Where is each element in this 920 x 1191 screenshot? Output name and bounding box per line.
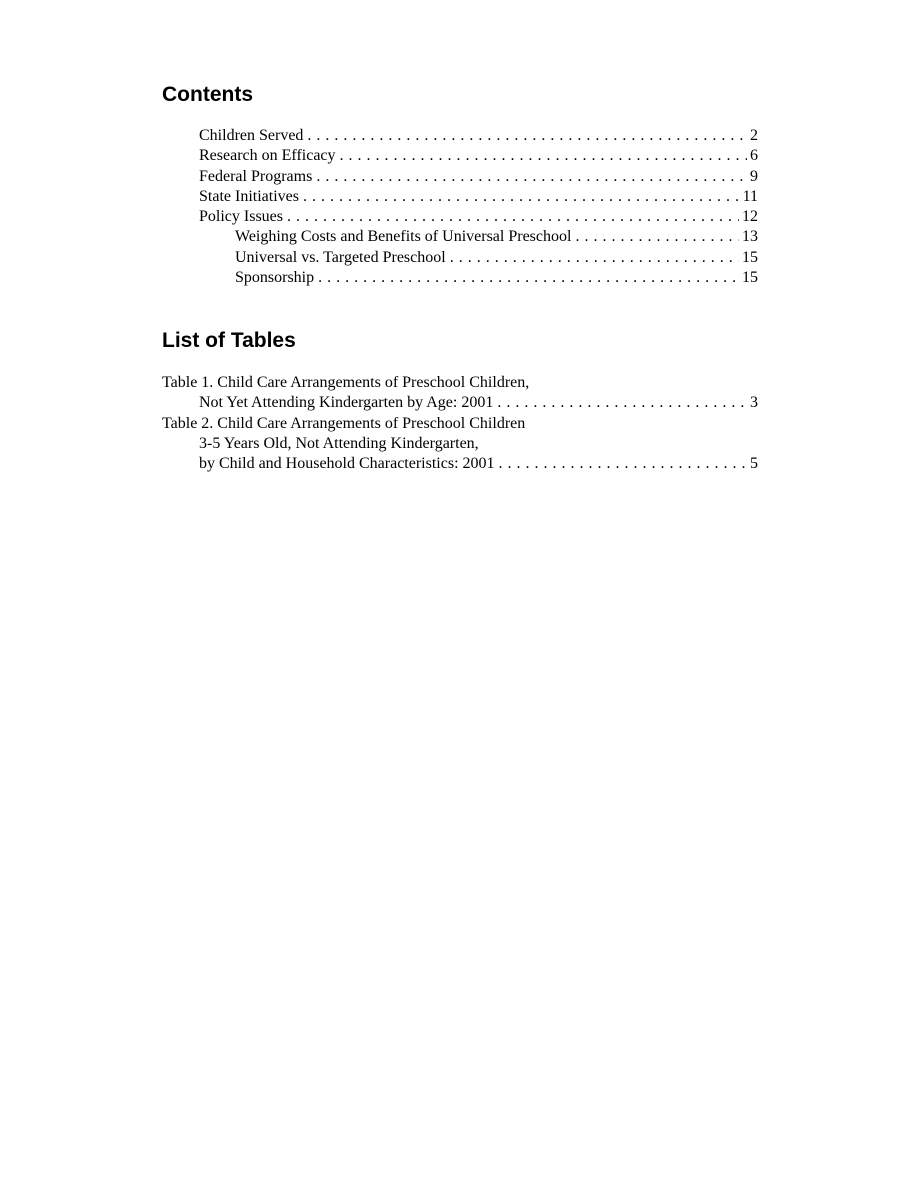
contents-list [0,126,758,288]
toc-entry-title: Policy Issues [199,208,283,226]
toc-entry-title: Sponsorship [235,269,315,287]
table-entry-title-line: by Child and Household Characteristics: 2001 [199,455,495,473]
dot-leader [307,126,747,146]
dot-leader [287,207,739,227]
toc-entry-title: State Initiatives [199,187,299,205]
table-entry-page: 3 [750,394,758,412]
table-entry-title-line: Table 1. Child Care Arrangements of Preschool Children, [162,374,530,391]
toc-entry-policy-issues[interactable] [0,207,758,227]
toc-entry-page: 11 [742,187,758,205]
table-entry-title-line: Table 2. Child Care Arrangements of Preschool Children [162,414,526,432]
dot-leader [316,167,747,187]
toc-entry-title: Universal vs. Targeted Preschool [235,248,446,266]
toc-entry-page: 12 [742,208,758,226]
dot-leader [499,454,747,474]
toc-entry-universal-vs-targeted[interactable] [0,248,758,268]
toc-entry-page: 15 [742,269,758,287]
toc-entry-title: Research on Efficacy [199,147,336,165]
table-entry-last-line [0,393,758,413]
toc-entry-page: 9 [750,167,758,185]
dot-leader [303,187,740,207]
toc-entry-research-on-efficacy[interactable] [0,146,758,166]
dot-leader [497,393,747,413]
table-entry-page: 5 [750,455,758,473]
toc-entry-state-initiatives[interactable] [0,187,758,207]
toc-entry-title: Weighing Costs and Benefits of Universal Preschool [235,228,572,246]
toc-entry-federal-programs[interactable] [0,167,758,187]
list-of-tables-heading: List of Tables [162,329,296,352]
toc-entry-title: Federal Programs [199,167,313,185]
table-entry-title-line: 3-5 Years Old, Not Attending Kindergarten, [199,434,479,452]
list-of-tables [0,373,758,474]
toc-entry-children-served[interactable] [0,126,758,146]
toc-entry-page: 15 [742,248,758,266]
toc-entry-weighing-costs[interactable] [0,227,758,247]
toc-entry-page: 13 [742,228,758,246]
dot-leader [450,248,739,268]
dot-leader [575,227,739,247]
dot-leader [340,146,747,166]
table-entry-title-line: Not Yet Attending Kindergarten by Age: 2001 [199,394,494,412]
table-entry-2[interactable] [0,414,758,475]
toc-entry-page: 2 [750,127,758,144]
table-entry-1[interactable] [0,373,758,414]
contents-heading: Contents [162,83,253,106]
toc-entry-title: Children Served [199,127,304,144]
toc-entry-page: 6 [750,147,758,165]
toc-entry-sponsorship[interactable] [0,268,758,288]
table-entry-last-line [0,454,758,474]
dot-leader [318,268,739,288]
